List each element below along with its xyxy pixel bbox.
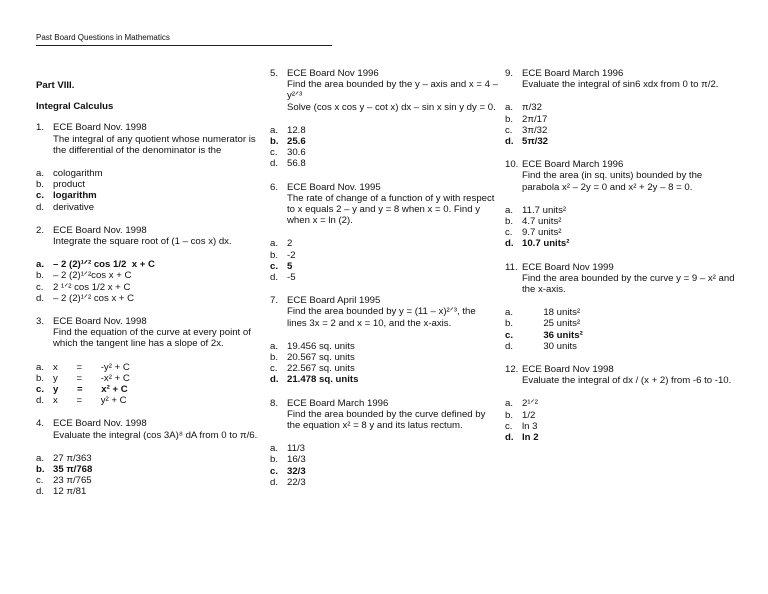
question-number: 5. [270,68,279,79]
question-number: 8. [270,397,279,409]
choice-item [505,421,737,432]
choice-text: 2¹ᐟ² [522,398,538,410]
correct-choice [270,136,498,147]
choice-list [270,443,498,488]
choice-item [36,202,268,213]
choice-text: 30 units [522,340,577,352]
choice-letter: d. [270,374,279,386]
choice-item [270,454,498,465]
question-number: 12. [505,364,519,376]
question-header [505,68,737,90]
choice-item [36,168,268,179]
choice-text: 10.7 units² [522,238,570,250]
question-text: Find the equation of the curve at every point of which the tangent line has a slope of 2x. [53,327,251,350]
choice-letter: b. [270,352,279,364]
question-text: Find the area (in sq. units) bounded by the parabola x² – 2y = 0 and x² + 2y – 8 = 0. [522,170,703,193]
question-list-col2 [270,68,498,488]
choice-text: 32/3 [287,465,306,477]
choice-item [270,443,498,454]
choice-item [270,272,498,283]
choice-letter: c. [270,465,279,477]
choice-text: – 2 (2)¹ᐟ² cos x + C [53,292,135,304]
choice-letter: a. [270,340,279,352]
question-source: ECE Board Nov. 1995 [287,181,381,193]
question-header [270,398,498,432]
choice-item [36,475,268,486]
choice-letter: d. [505,340,514,352]
question-item [36,122,268,212]
question-body [287,68,498,113]
choice-letter: d. [36,201,45,213]
question-body [522,364,737,386]
choice-list [505,102,737,147]
question-number: 6. [270,181,279,193]
choice-letter: a. [505,398,514,410]
choice-item [36,362,268,373]
correct-choice [505,238,737,249]
choice-item [505,125,737,136]
choice-item [270,158,498,169]
choice-text: ln 3 [522,420,538,432]
question-body [53,418,268,440]
choice-text: 19.456 sq. units [287,340,355,352]
choice-text: 25.6 [287,136,306,148]
choice-text: 2π/17 [522,113,548,125]
choice-item [36,486,268,497]
choice-text: 11/3 [287,443,305,455]
question-text: Find the area bounded by the curve defined by the equation x² = 8 y and its latus rectum. [287,408,486,432]
choice-item [270,238,498,249]
question-body [287,295,498,329]
choice-text: 11.7 units² [522,204,567,216]
question-body [53,122,268,156]
choice-text: – 2 (2)¹ᐟ² cos 1/2 x + C [53,259,155,271]
correct-choice [505,432,737,443]
choice-text: derivative [53,201,95,213]
question-text: Evaluate the integral (cos 3A)⁸ dA from 0 to π/6. [53,429,258,441]
choice-letter: b. [36,464,45,476]
question-body [53,316,268,350]
choice-text: 20.567 sq. units [287,352,355,364]
choice-list [270,341,498,386]
question-number: 2. [36,224,45,236]
question-item [270,295,498,385]
choice-text: ln 2 [522,432,539,444]
choice-letter: b. [505,216,514,228]
choice-item [36,373,268,384]
question-header [270,68,498,113]
question-source: ECE Board Nov 1998 [522,364,614,376]
question-list-col3 [505,68,737,443]
choice-item [505,398,737,409]
question-source: ECE Board March 1996 [522,159,624,171]
choice-item [505,341,737,352]
choice-letter: b. [36,270,45,282]
correct-choice [270,374,498,385]
choice-item [270,352,498,363]
correct-choice [36,259,268,270]
question-item [36,316,268,406]
choice-letter: d. [36,395,45,407]
correct-choice [36,464,268,475]
question-item [270,182,498,284]
question-header [36,418,268,440]
choice-text: 12.8 [287,124,306,136]
question-number: 10. [505,159,519,171]
choice-item [270,250,498,261]
correct-choice [36,190,268,201]
section-title: Integral Calculus [36,101,114,113]
question-source: ECE Board March 1996 [287,397,389,409]
column-2 [270,68,498,500]
choice-text: – 2 (2)¹ᐟ²cos x + C [53,270,132,282]
question-item [270,398,498,488]
choice-letter: d. [270,476,279,488]
choice-list [505,205,737,250]
choice-letter: a. [505,204,514,216]
question-item [270,68,498,170]
question-number: 1. [36,122,45,134]
question-text: Evaluate the integral of dx / (x + 2) from -6 to -10. [522,375,732,387]
choice-letter: d. [505,136,514,148]
choice-text: 5π/32 [522,136,549,148]
choice-letter: b. [505,113,514,125]
column-1 [36,68,268,510]
page-header: Past Board Questions in Mathematics [36,33,170,42]
header-divider [36,45,332,46]
choice-letter: b. [505,318,514,330]
choice-text: 4.7 units² [522,216,562,228]
choice-text: y = x² + C [53,384,128,396]
correct-choice [505,330,737,341]
choice-text: 5 [287,260,293,272]
question-body [287,182,498,227]
question-source: ECE Board April 1995 [287,295,381,307]
choice-text: 18 units² [522,307,581,319]
choice-text: product [53,179,85,191]
choice-text: 2 [287,238,293,250]
question-body [522,262,737,296]
choice-letter: c. [36,475,44,487]
choice-text: 1/2 [522,409,536,421]
choice-letter: b. [36,372,45,384]
question-number: 11. [505,261,518,273]
question-text: Find the area bounded by y = (11 – x)²ᐟ³, the lines 3x = 2 and x = 10, and the x-axis. [287,306,476,329]
choice-item [505,216,737,227]
choice-item [270,477,498,488]
question-body [53,225,268,247]
choice-item [505,318,737,329]
choice-letter: c. [270,260,279,272]
choice-text: -2 [287,249,296,261]
choice-item [36,282,268,293]
choice-letter: d. [270,272,279,284]
question-source: ECE Board Nov. 1998 [53,224,147,236]
question-list-col1 [36,122,268,497]
choice-letter: d. [505,432,514,444]
choice-text: 22.567 sq. units [287,363,355,375]
choice-letter: a. [36,361,45,373]
question-number: 3. [36,316,45,328]
question-header [36,225,268,247]
choice-item [36,179,268,190]
question-header [270,295,498,329]
choice-text: x = -y² + C [53,361,130,373]
choice-letter: c. [505,329,514,341]
choice-letter: c. [505,420,513,432]
choice-list [36,362,268,407]
question-item [36,418,268,497]
question-item [505,262,737,352]
question-header [505,262,737,296]
choice-text: 27 π/363 [53,452,92,464]
choice-letter: c. [270,147,278,159]
choice-item [36,395,268,406]
question-item [505,68,737,147]
choice-text: logarithm [53,190,97,202]
choice-letter: b. [270,454,279,466]
choice-letter: d. [36,486,45,498]
question-header [36,316,268,350]
question-source: ECE Board Nov 1996 [287,68,379,79]
question-header [505,159,737,193]
question-text: Integrate the square root of (1 – cos x) dx. [53,236,232,248]
choice-text: 9.7 units² [522,227,562,239]
question-header [505,364,737,386]
choice-item [270,363,498,374]
choice-text: 36 units² [522,329,583,341]
question-source: ECE Board Nov. 1998 [53,316,147,328]
choice-item [36,293,268,304]
choice-item [270,125,498,136]
correct-choice [505,136,737,147]
choice-letter: b. [36,179,45,191]
choice-letter: b. [270,249,279,261]
choice-text: 12 π/81 [53,486,87,498]
choice-letter: c. [36,190,45,202]
choice-letter: a. [505,102,514,114]
question-header [270,182,498,227]
choice-letter: c. [505,124,513,136]
choice-text: -5 [287,272,296,284]
choice-letter: a. [36,168,45,180]
question-text: The integral of any quotient whose numerator is the differential of the denominator is the [53,133,256,156]
choice-letter: a. [36,259,45,271]
choice-text: 35 π/768 [53,464,93,476]
column-3 [505,68,737,455]
question-source: ECE Board March 1996 [522,68,624,79]
choice-item [505,227,737,238]
correct-choice [270,466,498,477]
choice-text: 3π/32 [522,124,548,136]
question-item [505,159,737,249]
choice-letter: d. [36,292,45,304]
choice-item [505,307,737,318]
correct-choice [270,261,498,272]
choice-text: 30.6 [287,147,306,159]
choice-letter: d. [270,158,279,170]
choice-list [36,168,268,213]
part-title: Part VIII. [36,80,75,91]
choice-letter: c. [505,227,513,239]
choice-text: 25 units² [522,318,581,330]
choice-item [505,205,737,216]
choice-letter: b. [505,409,514,421]
choice-list [505,398,737,443]
choice-item [505,114,737,125]
choice-item [505,410,737,421]
choice-list [270,238,498,283]
question-source: ECE Board Nov. 1998 [53,122,147,134]
choice-letter: a. [270,238,279,250]
choice-letter: a. [36,452,45,464]
choice-text: 56.8 [287,158,306,170]
choice-text: π/32 [522,102,542,114]
question-number: 7. [270,295,279,307]
question-number: 4. [36,418,45,430]
choice-text: 22/3 [287,476,306,488]
choice-text: y = -x² + C [53,372,130,384]
question-text: Find the area bounded by the curve y = 9 – x² and the x-axis. [522,272,735,296]
choice-letter: c. [270,363,278,375]
choice-list [505,307,737,352]
choice-item [505,102,737,113]
choice-letter: a. [270,443,279,455]
choice-text: 23 π/765 [53,475,92,487]
choice-item [270,147,498,158]
choice-letter: b. [270,136,279,148]
choice-item [36,453,268,464]
choice-list [36,453,268,498]
question-body [287,398,498,432]
choice-item [36,270,268,281]
choice-text: cologarithm [53,168,103,180]
correct-choice [36,384,268,395]
question-text: Find the area bounded by the y – axis and x = 4 – y²ᐟ³ Solve (cos x cos y – cot x) dx – sin x sin y dy = 0. [287,79,498,113]
question-item [36,225,268,304]
choice-text: 21.478 sq. units [287,374,359,386]
choice-letter: a. [505,307,514,319]
choice-text: 16/3 [287,454,306,466]
question-number: 9. [505,68,514,79]
question-item [505,364,737,443]
choice-text: 2 ¹ᐟ² cos 1/2 x + C [53,281,131,293]
choice-letter: a. [270,124,279,136]
choice-list [36,259,268,304]
question-body [522,159,737,193]
choice-item [270,341,498,352]
question-text: The rate of change of a function of y with respect to x equals 2 – y and y = 8 when x = 0. Find y when x = ln (2). [287,192,495,227]
question-source: ECE Board Nov. 1998 [53,418,147,430]
question-body [522,68,737,90]
question-source: ECE Board Nov 1999 [522,261,614,273]
question-header [36,122,268,156]
choice-letter: d. [505,238,514,250]
choice-letter: c. [36,384,45,396]
question-text: Evaluate the integral of sin6 xdx from 0 to π/2. [522,79,719,91]
choice-list [270,125,498,170]
choice-text: x = y² + C [53,395,127,407]
choice-letter: c. [36,281,44,293]
